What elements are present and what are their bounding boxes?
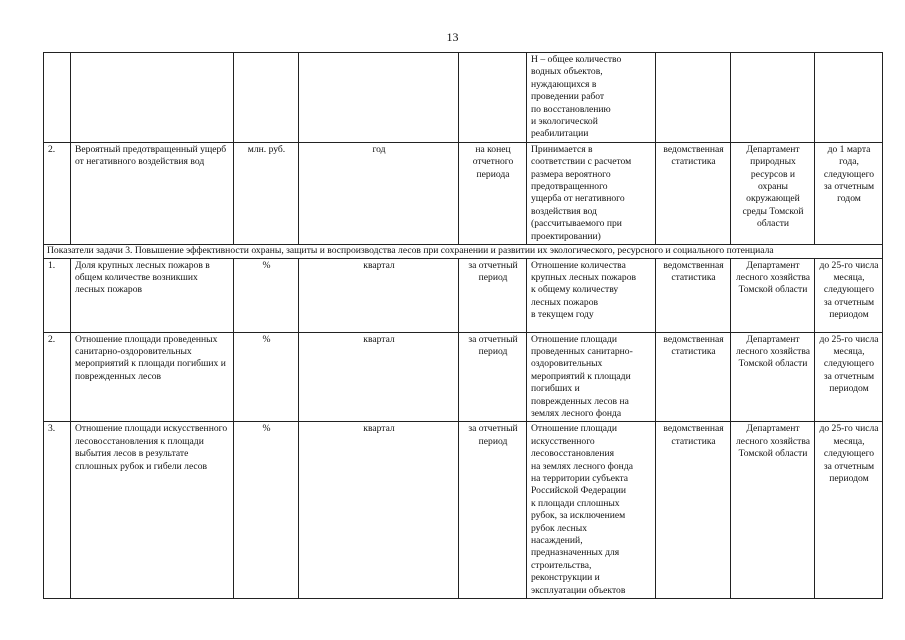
table-row	[44, 142, 883, 244]
method-line: Принимается в	[531, 143, 593, 155]
empty-cell	[234, 53, 299, 143]
table-row	[44, 422, 883, 599]
method-cell	[527, 53, 656, 143]
deadline-cell: до 25-го числа месяца, следующего за отчетным периодом	[815, 332, 883, 422]
method-line: реабилитации	[531, 128, 589, 140]
method-line: поврежденных лесов на	[531, 395, 629, 407]
method-line: воздействия вод	[531, 205, 597, 217]
method-cell	[527, 142, 656, 244]
method-line: Н – общее количество	[531, 54, 622, 65]
method-line: реконструкции и	[531, 572, 600, 584]
method-line: Отношение площади	[531, 423, 618, 435]
empty-cell	[815, 53, 883, 143]
method-line: проектировании)	[531, 230, 601, 242]
section-header-row	[44, 245, 883, 258]
method-cell	[527, 332, 656, 422]
source-cell: ведомственная статистика	[656, 142, 731, 244]
method-line: к общему количеству	[531, 284, 619, 296]
method-line: крупных лесных пожаров	[531, 271, 637, 283]
method-cell	[527, 258, 656, 332]
method-line: проведенных санитарно-	[531, 345, 633, 357]
periodicity-cell: квартал	[299, 332, 459, 422]
indicator-name: Доля крупных лесных пожаров в общем количестве возникших лесных пожаров	[71, 258, 234, 332]
method-line: ущерба от негативного	[531, 193, 625, 205]
method-line: погибших и	[531, 383, 580, 395]
deadline-cell: до 25-го числа месяца, следующего за отчетным периодом	[815, 422, 883, 599]
method-line: на землях лесного фонда	[531, 460, 633, 472]
unit-cell: %	[234, 422, 299, 599]
method-line: Отношение количества	[531, 259, 626, 271]
time-cell: за отчетный период	[459, 422, 527, 599]
method-line: соответствии с расчетом	[531, 156, 632, 168]
method-line: насаждений,	[531, 535, 583, 546]
indicator-name: Вероятный предотвращенный ущерб от негативного воздействия вод	[71, 142, 234, 244]
method-line: эксплуатации объектов	[531, 584, 626, 596]
section-title: Показатели задачи 3. Повышение эффективности охраны, защиты и воспроизводства лесов при сохранении и развитии их экологического, ресурсного и социального потенциала	[44, 245, 883, 258]
method-line: землях лесного фонда	[531, 407, 622, 419]
method-line: лесовосстановления	[531, 448, 614, 460]
empty-cell	[299, 53, 459, 143]
method-line: рубок лесных	[531, 522, 587, 534]
method-line: строительства,	[531, 559, 592, 571]
row-number: 1.	[44, 258, 71, 332]
method-line: и экологической	[531, 116, 598, 128]
empty-cell	[731, 53, 815, 143]
source-cell: ведомственная статистика	[656, 258, 731, 332]
method-line: по восстановлению	[531, 103, 611, 115]
method-line: мероприятий к площади	[531, 370, 631, 382]
deadline-cell: до 25-го числа месяца, следующего за отчетным периодом	[815, 258, 883, 332]
time-cell: за отчетный период	[459, 258, 527, 332]
time-cell: на конец отчетного периода	[459, 142, 527, 244]
method-line: предотвращенного	[531, 181, 608, 193]
empty-cell	[459, 53, 527, 143]
responsible-cell: Департамент лесного хозяйства Томской области	[731, 332, 815, 422]
method-line: искусственного	[531, 435, 595, 447]
method-line: (рассчитываемого при	[531, 218, 622, 230]
table-row	[44, 332, 883, 422]
responsible-cell: Департамент природных ресурсов и охраны окружающей среды Томской области	[731, 142, 815, 244]
periodicity-cell: год	[299, 142, 459, 244]
method-line: лесных пожаров	[531, 296, 599, 308]
periodicity-cell: квартал	[299, 422, 459, 599]
row-number: 3.	[44, 422, 71, 599]
deadline-cell: до 1 марта года, следующего за отчетным годом	[815, 142, 883, 244]
method-line: рубок, за исключением	[531, 510, 626, 522]
indicator-name: Отношение площади искусственного лесовосстановления к площади выбытия лесов в результате сплошных рубок и гибели лесов	[71, 422, 234, 599]
time-cell: за отчетный период	[459, 332, 527, 422]
page-number: 13	[446, 30, 459, 44]
method-cell	[527, 422, 656, 599]
empty-cell	[656, 53, 731, 143]
method-line: в текущем году	[531, 309, 594, 321]
method-line: Российской Федерации	[531, 485, 626, 497]
empty-cell	[44, 53, 71, 143]
unit-cell: млн. руб.	[234, 142, 299, 244]
responsible-cell: Департамент лесного хозяйства Томской области	[731, 422, 815, 599]
responsible-cell: Департамент лесного хозяйства Томской области	[731, 258, 815, 332]
method-line: проведении работ	[531, 91, 605, 103]
unit-cell: %	[234, 258, 299, 332]
source-cell: ведомственная статистика	[656, 422, 731, 599]
method-line: предназначенных для	[531, 547, 620, 559]
periodicity-cell: квартал	[299, 258, 459, 332]
method-line: водных объектов,	[531, 66, 603, 78]
empty-cell	[71, 53, 234, 143]
table-row-continuation	[44, 53, 883, 143]
row-number: 2.	[44, 332, 71, 422]
method-line: оздоровительных	[531, 358, 603, 370]
method-line: к площади сплошных	[531, 497, 620, 509]
source-cell: ведомственная статистика	[656, 332, 731, 422]
row-number: 2.	[44, 142, 71, 244]
method-line: размера вероятного	[531, 168, 611, 180]
method-line: на территории субъекта	[531, 472, 629, 484]
indicator-table	[43, 52, 883, 599]
table-row	[44, 258, 883, 332]
method-line: нуждающихся в	[531, 78, 597, 90]
unit-cell: %	[234, 332, 299, 422]
method-line: Отношение площади	[531, 333, 618, 345]
indicator-name: Отношение площади проведенных санитарно-оздоровительных мероприятий к площади погибших и поврежденных лесов	[71, 332, 234, 422]
